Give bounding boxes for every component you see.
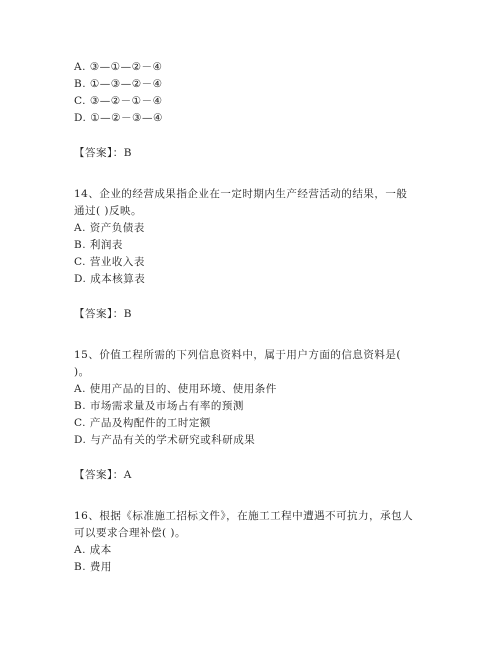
q14-option-a: A. 资产负债表 (74, 222, 145, 234)
q13-answer (74, 146, 131, 160)
q16-stem-line2: 可以要求合理补偿( )。 (74, 527, 187, 539)
q16-option-b: B. 费用 (74, 561, 112, 573)
answer-label: 【答案】： (74, 147, 124, 159)
q16-option-a: A. 成本 (74, 544, 112, 556)
q15-stem-line2: )。 (74, 366, 90, 378)
answer-value: B (123, 147, 132, 159)
q13-option-d: D. ①—②－③—④ (74, 112, 163, 124)
q14-answer (74, 307, 131, 321)
q14-option-c: C. 营业收入表 (74, 256, 145, 268)
q13-option-c: C. ③—②－①－④ (74, 95, 163, 107)
q14-stem-line1: 14、企业的经营成果指企业在一定时期内生产经营活动的结果，一般 (74, 188, 408, 200)
q15-option-b: B. 市场需求量及市场占有率的预测 (74, 400, 244, 412)
q15-answer (74, 468, 131, 482)
answer-value: B (123, 308, 132, 320)
q15-option-c: C. 产品及构配件的工时定额 (74, 417, 211, 429)
q14-option-b: B. 利润表 (74, 239, 123, 251)
q13-option-a: A. ③—①—②－④ (74, 61, 163, 73)
q13-option-b: B. ①—③—②－④ (74, 78, 163, 90)
q14-stem-line2: 通过( )反映。 (74, 205, 143, 217)
q15-option-a: A. 使用产品的目的、使用环境、使用条件 (74, 383, 277, 395)
q15-stem-line1: 15、价值工程所需的下列信息资料中，属于用户方面的信息资料是( (74, 349, 401, 361)
q16-stem-line1: 16、根据《标准施工招标文件》，在施工工程中遭遇不可抗力，承包人 (74, 510, 414, 522)
q15-option-d: D. 与产品有关的学术研究或科研成果 (74, 434, 256, 446)
q14-option-d: D. 成本核算表 (74, 273, 146, 285)
answer-label: 【答案】： (74, 308, 124, 320)
answer-value: A (123, 469, 132, 481)
answer-label: 【答案】： (74, 469, 124, 481)
